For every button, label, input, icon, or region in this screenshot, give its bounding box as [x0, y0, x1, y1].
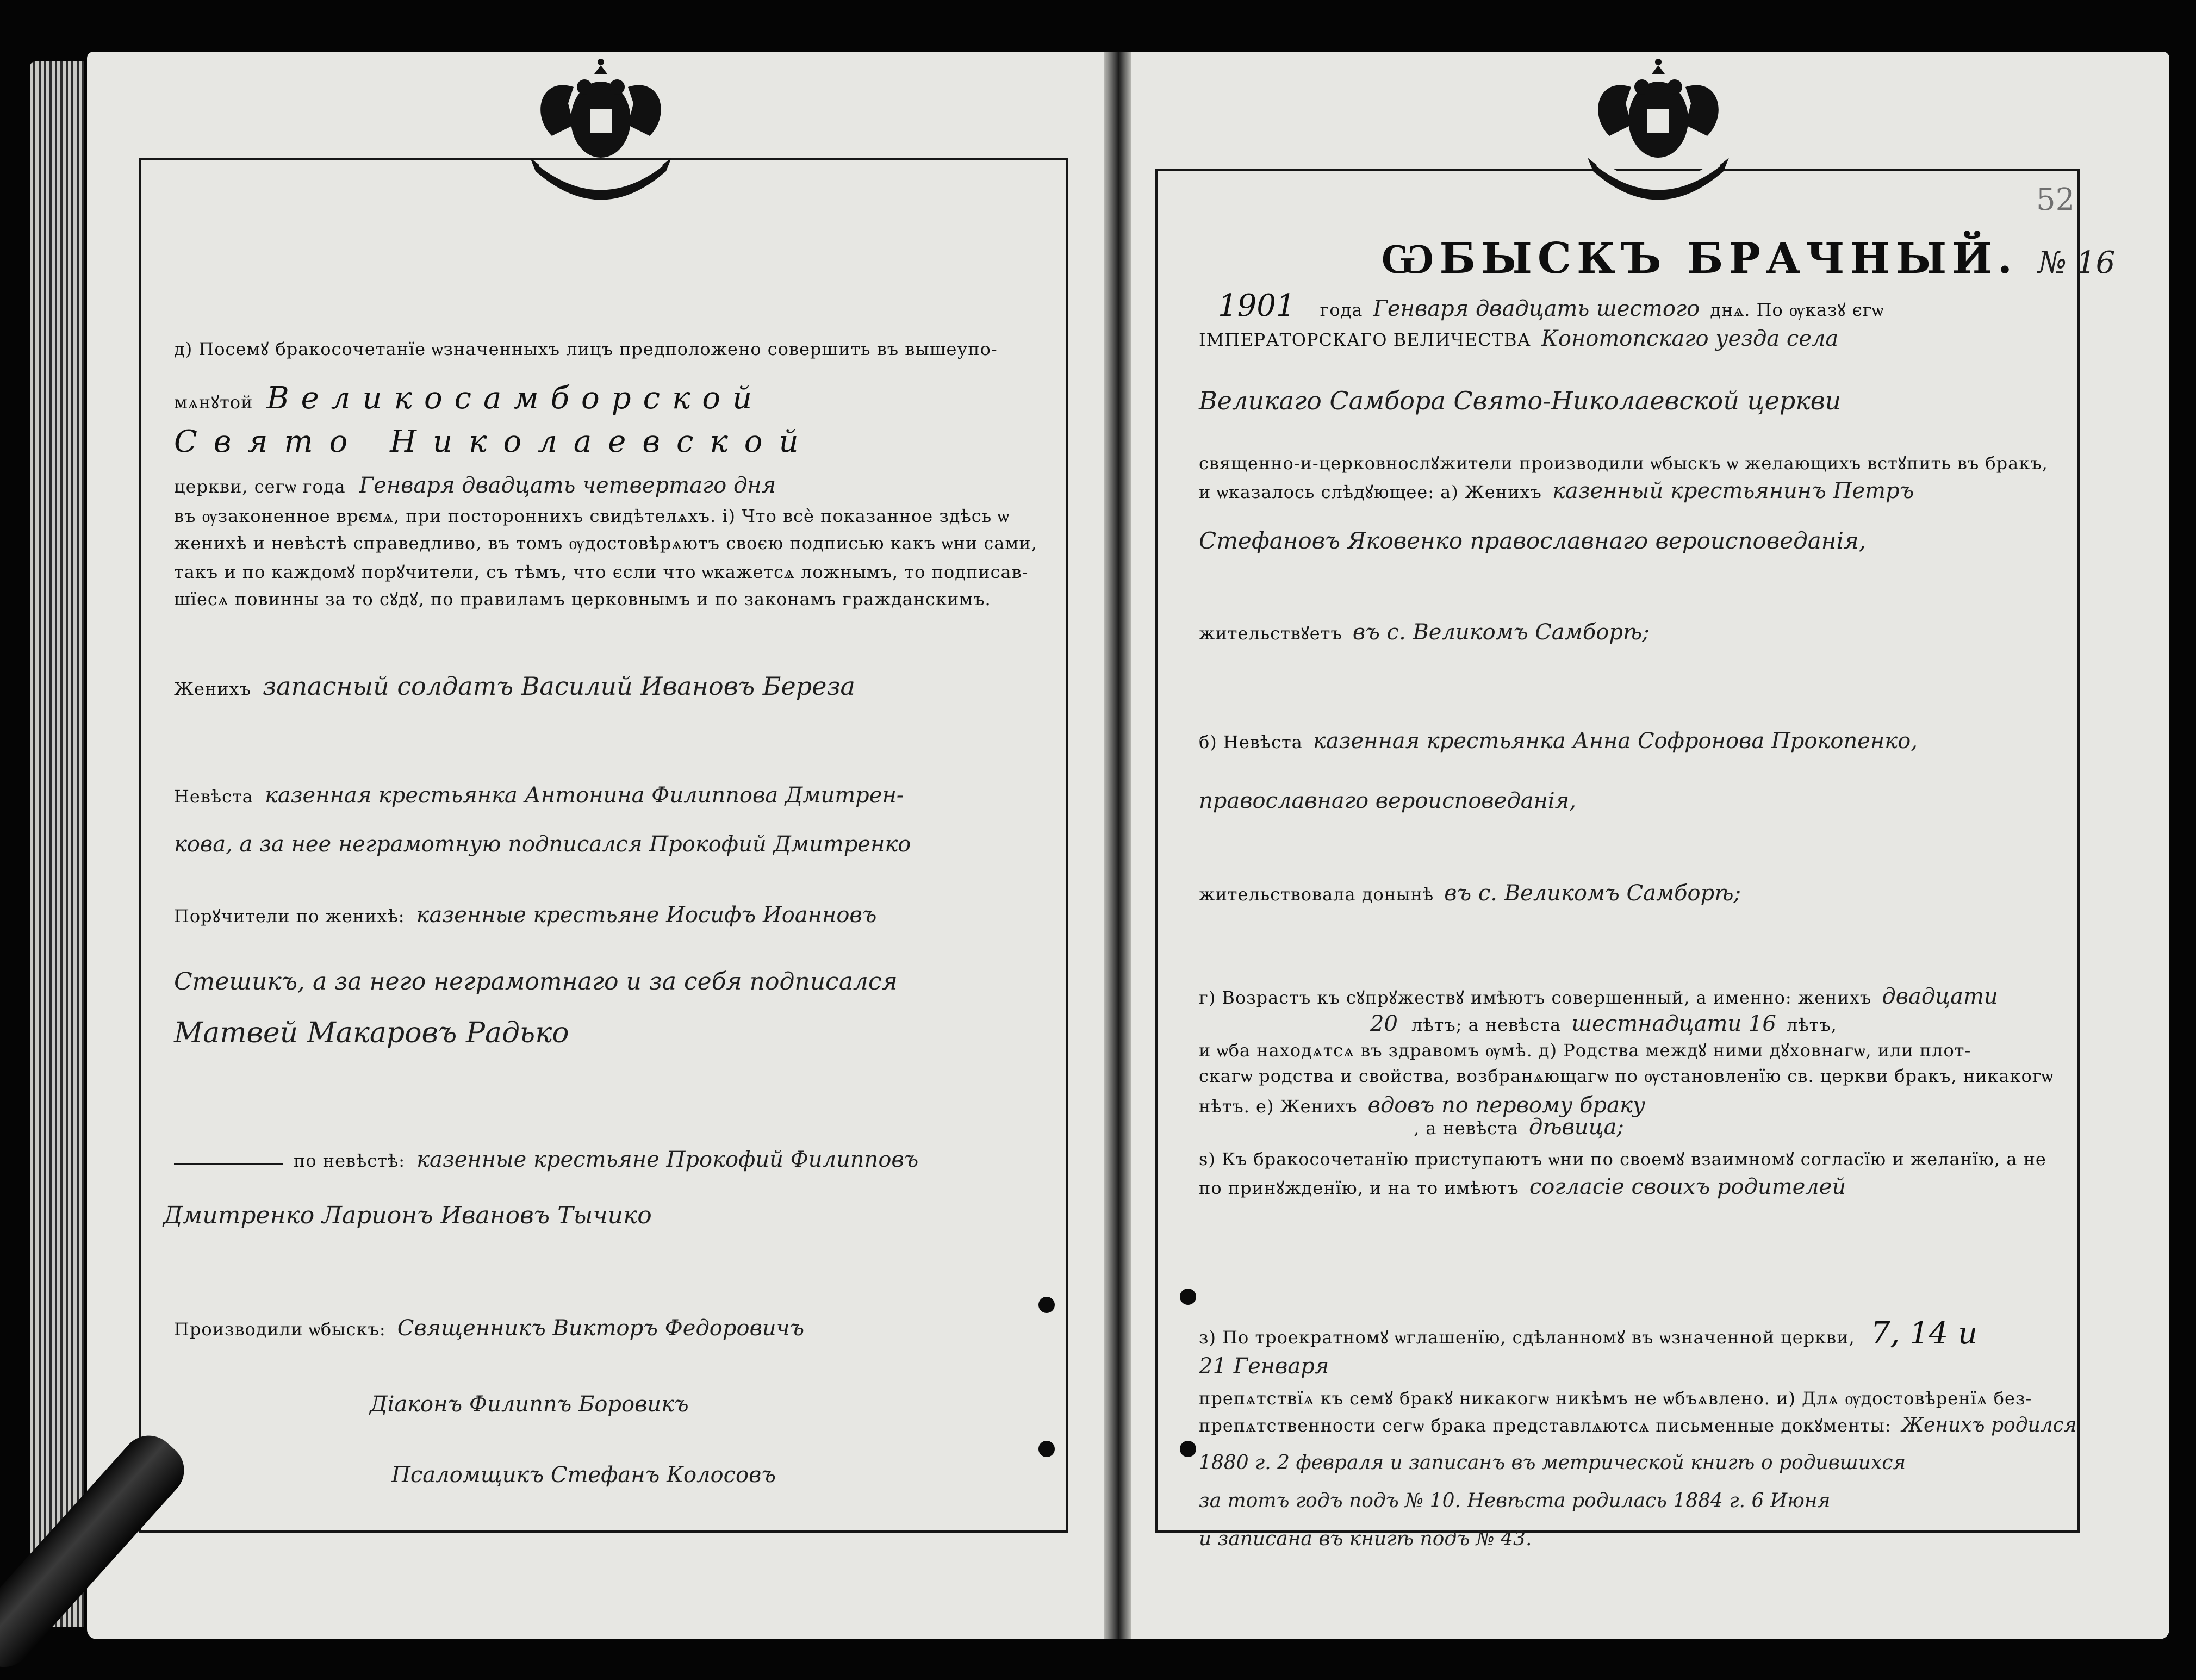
- right-line-groom-status: нѣтъ. е) Женихъ вдовъ по первому браку: [1199, 1093, 1646, 1118]
- right-line-bride-2: православнаго вероисповеданія,: [1199, 788, 1576, 813]
- right-line-documents: препѧтственности сегѡ брака представлѧютсѧ письменные докꙋменты: Женихъ родился: [1199, 1414, 2077, 1436]
- right-line-kinship-2: скагѡ родства и свойства, возбранѧющагѡ по ѹстановленїю св. церкви бракъ, никакогѡ: [1199, 1066, 2054, 1086]
- right-line-consent: ѕ) Къ бракосочетанїю приступаютъ ѡни по своемꙋ взаимномꙋ согласїю и желанїю, а не: [1199, 1149, 2046, 1169]
- left-line-8: шїесѧ повинны за то сꙋдꙋ, по правиламъ церковнымъ и по законамъ гражданскимъ.: [174, 589, 991, 609]
- left-officiants-3: Псаломщикъ Стефанъ Колосовъ: [391, 1463, 776, 1488]
- left-bride-guarantors-2: Дмитренко Ларионъ Ивановъ Тычико: [163, 1202, 652, 1229]
- right-line-consent-2: по принꙋжденїю, и на то имѣютъ согласіе своихъ родителей: [1199, 1174, 1846, 1199]
- left-line-6: женихѣ и невѣстѣ справедливо, въ томъ ѹдостовѣрѧютъ своєю подписью какъ ѡни сами,: [174, 533, 1037, 553]
- left-groom-guarantors-3: Матвей Макаровъ Радько: [174, 1017, 569, 1049]
- right-line-age: г) Возрастъ къ сꙋпрꙋжествꙋ имѣютъ совершенный, а именно: женихъ двадцати: [1199, 984, 1998, 1009]
- right-line-documents-2: 1880 г. 2 февраля и записанъ въ метрической книгѣ о родившихся: [1199, 1452, 1906, 1474]
- left-officiants: Производили ѡбыскъ: Священникъ Викторъ Федоровичъ: [174, 1316, 805, 1341]
- left-groom-line: Женихъ запасный солдатъ Василий Ивановъ Береза: [174, 671, 855, 701]
- left-bride-line: Невѣста казенная крестьянка Антонина Филиппова Дмитрен-: [174, 783, 904, 808]
- right-line-age-2: 20 лѣтъ; а невѣста шестнадцати 16 лѣтъ,: [1370, 1011, 1837, 1036]
- left-groom-guarantors-2: Стешикъ, а за него неграмотнаго и за себя подписался: [174, 968, 898, 995]
- binding-hole: [1180, 1441, 1196, 1457]
- right-line-kinship: и ѡба находѧтсѧ въ здравомъ ѹмѣ. д) Родства междꙋ ними дꙋховнагѡ, или плот-: [1199, 1040, 1971, 1061]
- binding-hole: [1180, 1289, 1196, 1305]
- right-line-documents-3: за тотъ годъ подъ № 10. Невѣста родилась 1884 г. 6 Июня: [1199, 1490, 1831, 1512]
- right-line-bride: б) Невѣста казенная крестьянка Анна Софронова Прокопенко,: [1199, 729, 1918, 754]
- left-line-4: церкви, сегѡ года Генваря двадцать четвертаго дня: [174, 473, 776, 498]
- record-number: № 16: [2038, 245, 2116, 281]
- page-number: 52: [2036, 182, 2075, 217]
- left-line-2: мѧнꙋтой Великосамборской: [174, 381, 764, 416]
- right-line-banns-2: 21 Генваря: [1199, 1354, 1329, 1379]
- right-line-bride-residence: жительствовала донынѣ въ с. Великомъ Самборѣ;: [1199, 881, 1741, 906]
- left-groom-guarantors: Порꙋчители по женихѣ: казенные крестьяне Иосифъ Иоанновъ: [174, 903, 877, 928]
- right-line-7: жительствꙋетъ въ с. Великомъ Самборѣ;: [1199, 620, 1650, 645]
- left-line-1: д) Посемꙋ бракосочетанїе ѡзначенныхъ лицъ предположено совершить въ вышеупо-: [174, 339, 998, 359]
- right-line-3: Великаго Самбора Свято-Николаевской церкви: [1199, 386, 1842, 415]
- dash-line: [174, 1163, 283, 1165]
- right-line-5: и ѡказалось слѣдꙋющее: а) Женихъ казенный крестьянинъ Петръ: [1199, 478, 1914, 503]
- binding-hole: [1038, 1297, 1055, 1313]
- left-line-7: такъ и по каждомꙋ порꙋчители, съ тѣмъ, что єсли что ѡкажетсѧ ложнымъ, то подписав-: [174, 562, 1029, 582]
- right-line-no-obstacles: препѧтствїѧ къ семꙋ бракꙋ никакогѡ никѣмъ не ѡбъѧвлено. и) Длѧ ѹдостовѣренїѧ без-: [1199, 1388, 2032, 1409]
- right-line-4: священно-и-церковнослꙋжители производили ѡбыскъ ѡ желающихъ встꙋпить въ бракъ,: [1199, 453, 2048, 474]
- left-bride-line-2: кова, а за нее неграмотную подписался Прокофий Дмитренко: [174, 832, 911, 857]
- left-line-3: Свято Николаевской: [174, 424, 815, 459]
- book-gutter: [1104, 52, 1131, 1639]
- record-title-text: ѠБЫСКЪ БРАЧНЫЙ.: [1381, 234, 2018, 283]
- left-officiants-2: Діаконъ Филиппъ Боровикъ: [370, 1392, 689, 1417]
- right-line-date: 1901 года Генваря двадцать шестого днѧ. По ѹказꙋ єгѡ: [1218, 288, 1884, 323]
- imperial-eagle-emblem-icon: [508, 54, 693, 217]
- left-line-5: въ ѹзаконенное врємѧ, при постороннихъ свидѣтелѧхъ. і) Что всѐ показанное здѣсь ѡ: [174, 506, 1010, 526]
- right-line-2: ІМПЕРАТОРСКАГО ВЕЛИЧЕСТВА Конотопскаго уезда села: [1199, 326, 1839, 351]
- imperial-eagle-emblem-icon: [1566, 54, 1751, 217]
- left-bride-guarantors: по невѣстѣ: казенные крестьяне Прокофий Филипповъ: [294, 1147, 919, 1172]
- right-line-banns: з) По троекратномꙋ ѡглашенїю, сдѣланномꙋ въ ѡзначенной церкви, 7, 14 и: [1199, 1316, 1978, 1351]
- page-edges: [30, 61, 84, 1627]
- right-line-documents-4: и записана въ книгѣ подъ № 43.: [1199, 1528, 1532, 1550]
- record-title: [1381, 234, 2115, 283]
- right-line-6: Стефановъ Яковенко православнаго вероисповеданія,: [1199, 527, 1867, 554]
- right-line-bride-status: , а невѣста дѣвица;: [1414, 1115, 1624, 1140]
- binding-hole: [1038, 1441, 1055, 1457]
